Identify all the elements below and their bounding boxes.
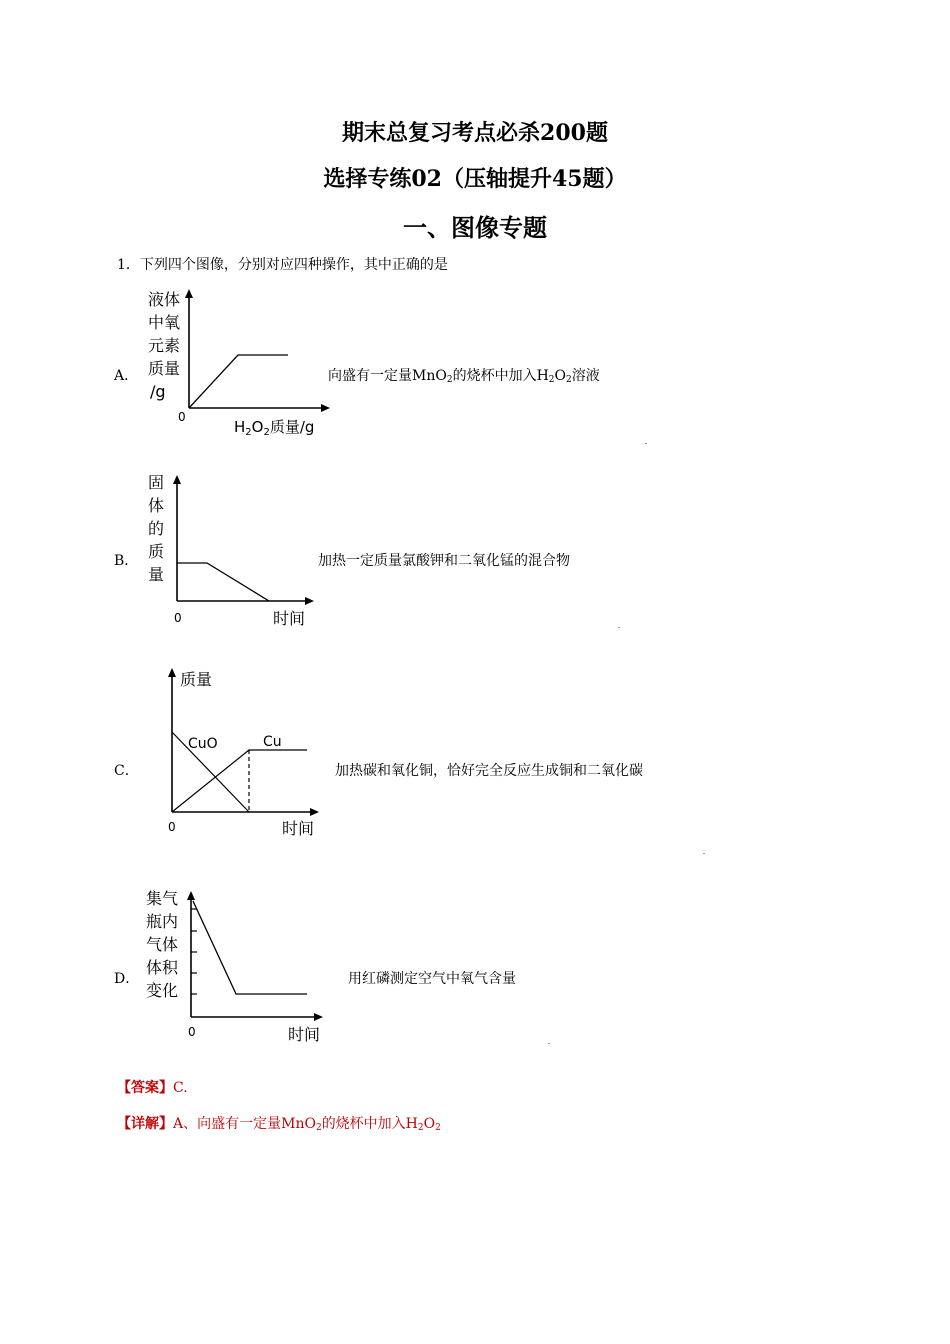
graph-d [140,882,340,1052]
option-d-label: D． [114,971,140,987]
graph-a-x-arrow [321,404,330,412]
detail-line: 【详解】A、向盛有一定量MnO$_2$的烧杯中加入$H_2O_2$ [117,1116,441,1133]
option-c-label: C． [114,763,139,779]
answer-text: C. [173,1080,188,1096]
option-a-label: A． [114,368,139,384]
graph-c-cu-label: Cu [263,734,282,750]
graph-a [140,285,340,440]
graph-d-y-label [146,889,179,1000]
option-b-description: 加热一定质量氯酸钾和二氧化锰的混合物 [318,553,570,569]
question-text: 下列四个图像，分别对应四种操作，其中正确的是 [139,257,448,273]
question-stem [117,254,448,274]
graph-b [140,470,330,630]
graph-a-origin: 0 [178,410,186,424]
graph-d-origin: 0 [188,1025,196,1039]
graph-b-origin: 0 [174,611,182,625]
graph-d-curve [193,901,307,994]
graph-c-y-label: 质量 [180,670,213,689]
graph-d-y-line: 体积 [146,958,179,977]
graph-d-y-line: 集气 [146,889,179,908]
paragraph-mark [703,853,705,854]
graph-a-y-arrow [185,289,193,298]
graph-b-y-arrow [173,475,181,484]
graph-d-x-label: 时间 [288,1025,321,1044]
graph-a-y-line: 元素 [148,336,181,355]
graph-b-y-line: 的 [148,519,165,538]
answer-line [117,1077,188,1097]
option-b-label: B． [114,553,139,569]
graph-c-cuo-label: CuO [188,736,218,752]
graph-b-y-line: 体 [148,496,165,515]
graph-c-x-label: 时间 [282,819,315,838]
detail-tag: 【详解】 [117,1116,173,1132]
graph-c-y-arrow [168,668,176,677]
main-title: 期末总复习考点必杀200题 [342,120,608,146]
graph-b-y-line: 量 [148,565,165,584]
graph-d-y-line: 气体 [146,935,179,954]
paragraph-mark [548,1043,550,1044]
sub-title: 选择专练02（压轴提升45题） [323,166,627,192]
graph-b-curve [177,563,269,601]
graph-c-origin: 0 [168,820,176,834]
graph-a-y-line: 质量 [148,359,181,378]
paragraph-mark [618,627,620,628]
graph-b-y-line: 固 [148,473,165,492]
graph-d-y-arrow [187,891,195,900]
graph-c-x-arrow [310,808,319,816]
graph-a-curve [189,355,288,408]
paragraph-mark [645,443,647,444]
graph-a-x-label: $H_2O_2$质量/g [234,418,315,438]
graph-a-y-line: 中氧 [148,313,181,332]
graph-d-y-line: 瓶内 [146,912,179,931]
answer-tag: 【答案】 [117,1080,173,1096]
graph-b-x-label: 时间 [273,609,306,628]
graph-b-y-line: 质 [148,542,165,561]
graph-d-x-arrow [314,1013,323,1021]
option-d-description: 用红磷测定空气中氧气含量 [348,971,516,987]
graph-a-y-line: /g [150,382,166,401]
graph-c [150,660,350,845]
graph-d-ticks [191,909,197,994]
graph-b-x-arrow [305,597,314,605]
graph-a-y-line: 液体 [148,290,181,309]
option-c-description: 加热碳和氧化铜，恰好完全反应生成铜和二氧化碳 [335,763,643,779]
question-number: 1． [117,257,140,273]
graph-d-y-line: 变化 [146,981,179,1000]
graph-a-y-label [148,290,180,401]
option-a-description: 向盛有一定量MnO$_2$的烧杯中加入$H_2O_2$溶液 [328,368,600,385]
graph-b-y-label [148,473,164,584]
section-title: 一、图像专题 [403,213,547,242]
